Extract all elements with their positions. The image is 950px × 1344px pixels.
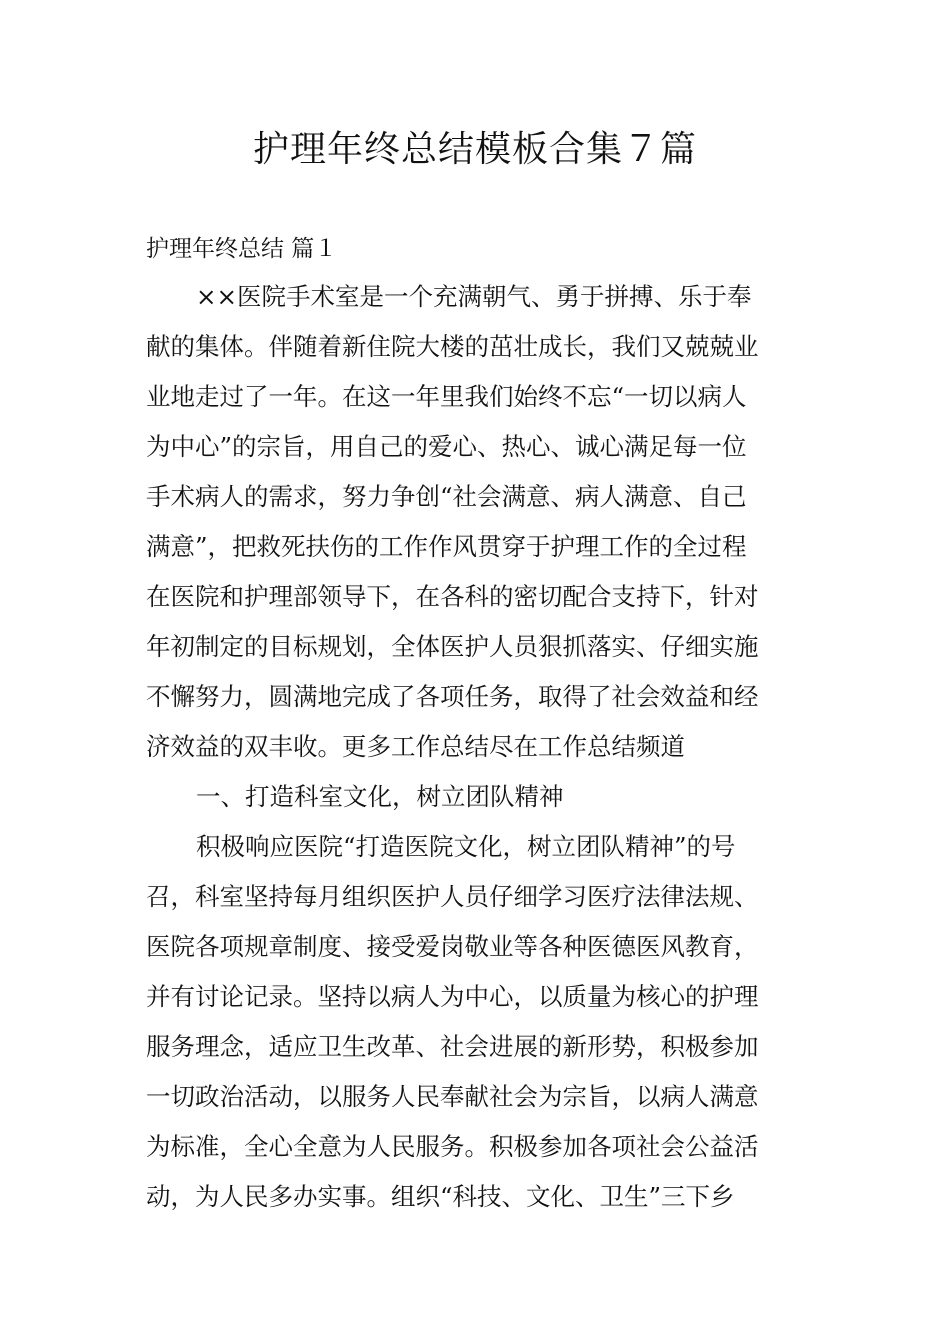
paragraph-line: 为标准，全心全意为人民服务。积极参加各项社会公益活 — [146, 1132, 759, 1161]
paragraph-line: 召，科室坚持每月组织医护人员仔细学习医疗法律法规、 — [146, 882, 759, 911]
section-heading: 一、打造科室文化，树立团队精神 — [196, 782, 564, 811]
section-heading: 护理年终总结 篇１ — [146, 236, 338, 262]
paragraph-line: 一切政治活动，以服务人民奉献社会为宗旨，以病人满意 — [146, 1082, 759, 1111]
paragraph-line: 年初制定的目标规划，全体医护人员狠抓落实、仔细实施 — [146, 632, 759, 661]
paragraph-line: 为中心”的宗旨，用自己的爱心、热心、诚心满足每一位 — [146, 432, 747, 461]
paragraph-line: 服务理念，适应卫生改革、社会进展的新形势，积极参加 — [146, 1032, 759, 1061]
paragraph-line: 不懈努力，圆满地完成了各项任务，取得了社会效益和经 — [146, 682, 759, 711]
paragraph-line: 济效益的双丰收。更多工作总结尽在工作总结频道 — [146, 732, 685, 761]
paragraph-line: 满意”，把救死扶伤的工作作风贯穿于护理工作的全过程 — [146, 532, 747, 561]
paragraph-line: ××医院手术室是一个充满朝气、勇于拼搏、乐于奉 — [196, 282, 752, 311]
paragraph-line: 献的集体。伴随着新住院大楼的茁壮成长，我们又兢兢业 — [146, 332, 759, 361]
paragraph-line: 医院各项规章制度、接受爱岗敬业等各种医德医风教育， — [146, 932, 759, 961]
paragraph-line: 并有讨论记录。坚持以病人为中心，以质量为核心的护理 — [146, 982, 759, 1011]
paragraph-line: 业地走过了一年。在这一年里我们始终不忘“一切以病人 — [146, 382, 747, 411]
document-title: 护理年终总结模板合集７篇 — [252, 129, 697, 170]
paragraph-line: 动，为人民多办实事。组织“科技、文化、卫生”三下乡 — [146, 1182, 735, 1211]
paragraph-line: 手术病人的需求，努力争创“社会满意、病人满意、自己 — [146, 482, 747, 511]
paragraph-line: 在医院和护理部领导下，在各科的密切配合支持下，针对 — [146, 582, 759, 611]
paragraph-line: 积极响应医院“打造医院文化，树立团队精神”的号 — [196, 832, 736, 861]
